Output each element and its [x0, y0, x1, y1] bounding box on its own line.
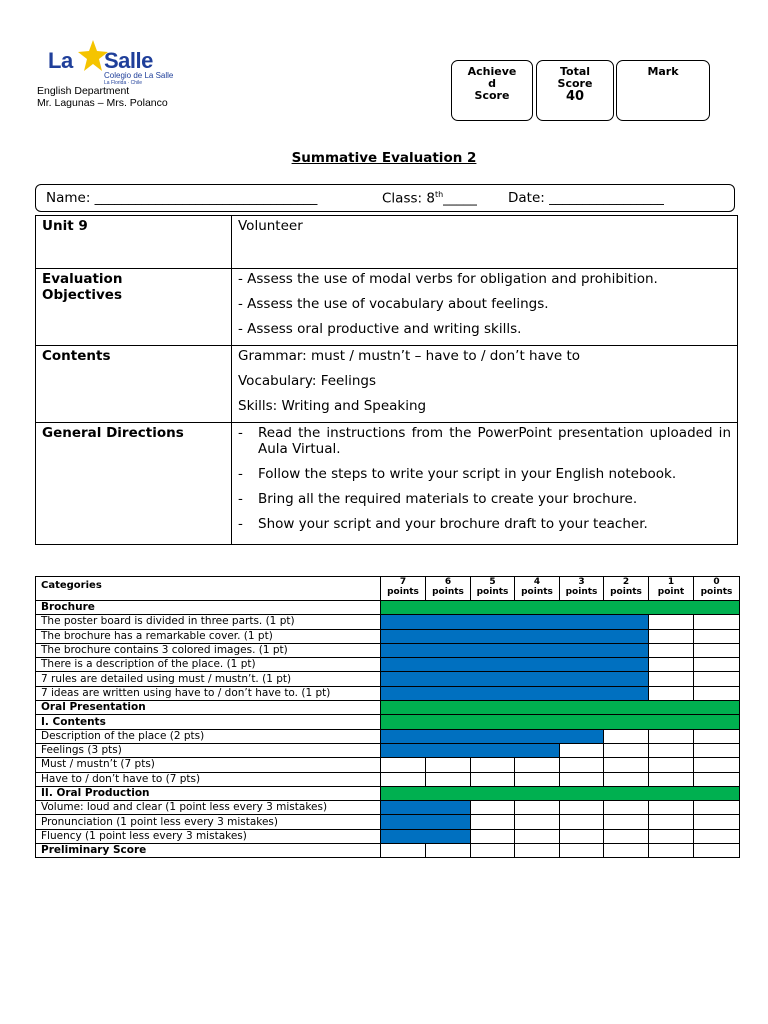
score-cell[interactable]: [694, 672, 740, 686]
score-cell[interactable]: [560, 829, 604, 843]
rubric-row: [36, 844, 740, 858]
total-score-box: [536, 60, 614, 121]
department-name: English Department: [37, 85, 130, 97]
rubric-category-label: 7 rules are detailed using must / mustn’t. (1 pt): [36, 672, 381, 686]
score-cell[interactable]: [694, 829, 740, 843]
rubric-row: [36, 643, 740, 657]
score-cell[interactable]: [471, 829, 515, 843]
objectives-label-2: Objectives: [42, 287, 122, 303]
rubric-category-label: The poster board is divided in three parts. (1 pt): [36, 615, 381, 629]
score-cell[interactable]: [515, 758, 560, 772]
score-cell[interactable]: [649, 844, 694, 858]
rubric-category-label: The brochure contains 3 colored images. (1 pt): [36, 643, 381, 657]
score-cell[interactable]: [471, 844, 515, 858]
rubric-row: [36, 715, 740, 729]
score-cell[interactable]: [694, 772, 740, 786]
score-cell[interactable]: [381, 758, 426, 772]
rubric-row: [36, 743, 740, 757]
mark-box: [616, 60, 710, 121]
score-cell[interactable]: [515, 772, 560, 786]
points-header-2: 2 points: [604, 577, 649, 601]
points-header-1: 1 point: [649, 577, 694, 601]
logo-city: La Florida · Chile: [104, 80, 143, 86]
score-cell[interactable]: [604, 758, 649, 772]
blocked-score-cells: [381, 643, 649, 657]
rubric-category-label: The brochure has a remarkable cover. (1 pt): [36, 629, 381, 643]
blocked-score-cells: [381, 672, 649, 686]
direction-item: - Follow the steps to write your script in your English notebook.: [238, 466, 677, 482]
section-fill-bar: [381, 786, 740, 800]
blocked-score-cells: [381, 829, 471, 843]
score-cell[interactable]: [694, 815, 740, 829]
class-sup: th: [434, 190, 444, 199]
rubric-row: [36, 686, 740, 700]
score-cell[interactable]: [515, 801, 560, 815]
content-item: Vocabulary: Feelings: [238, 373, 376, 389]
score-cell[interactable]: [649, 829, 694, 843]
achieved-score-box: [451, 60, 533, 121]
section-fill-bar: [381, 701, 740, 715]
score-cell[interactable]: [604, 801, 649, 815]
direction-item: - Bring all the required materials to create your brochure.: [238, 491, 638, 507]
rubric-category-label: Volume: loud and clear (1 point less every 3 mistakes): [36, 801, 381, 815]
score-cell[interactable]: [694, 629, 740, 643]
score-cell[interactable]: [560, 801, 604, 815]
objective-item: - Assess oral productive and writing skills.: [238, 321, 522, 337]
teacher-names: Mr. Lagunas – Mrs. Polanco: [37, 97, 168, 109]
rubric-row: [36, 601, 740, 615]
objectives-list: [232, 269, 738, 346]
rubric-category-label: I. Contents: [36, 715, 381, 729]
objective-item: - Assess the use of modal verbs for obligation and prohibition.: [238, 271, 658, 287]
score-cell[interactable]: [471, 815, 515, 829]
score-cell[interactable]: [649, 643, 694, 657]
score-cell[interactable]: [560, 743, 604, 757]
score-cell[interactable]: [515, 844, 560, 858]
direction-item: - Read the instructions from the PowerPoint presentation uploaded in Aula Virtual.: [238, 425, 731, 457]
score-cell[interactable]: [471, 772, 515, 786]
score-cell[interactable]: [649, 772, 694, 786]
points-header-0: 0 points: [694, 577, 740, 601]
achieved-label-3: Score: [474, 89, 510, 102]
logo-subtitle: Colegio de La Salle: [104, 71, 174, 80]
unit-value: Volunteer: [232, 216, 738, 269]
score-cell[interactable]: [560, 772, 604, 786]
blocked-score-cells: [381, 801, 471, 815]
rubric-header-row: [36, 577, 740, 601]
score-cell[interactable]: [694, 743, 740, 757]
name-field[interactable]: Name: _________________________________: [46, 190, 318, 206]
points-header-7: 7 points: [381, 577, 426, 601]
score-cell[interactable]: [649, 801, 694, 815]
score-cell[interactable]: [649, 672, 694, 686]
score-cell[interactable]: [426, 772, 471, 786]
score-cell[interactable]: [560, 758, 604, 772]
rubric-category-label: Description of the place (2 pts): [36, 729, 381, 743]
score-cell[interactable]: [426, 758, 471, 772]
score-cell[interactable]: [604, 743, 649, 757]
mark-label: Mark: [647, 65, 679, 78]
logo-salle: Salle: [104, 48, 153, 73]
class-field[interactable]: [382, 190, 477, 207]
score-cell[interactable]: [515, 829, 560, 843]
department-block: [37, 85, 168, 109]
score-cell[interactable]: [694, 658, 740, 672]
score-cell[interactable]: [649, 686, 694, 700]
total-label-1: Total: [559, 65, 591, 78]
rubric-row: [36, 729, 740, 743]
rubric-table: [35, 576, 740, 858]
la-salle-logo: [48, 40, 188, 88]
rubric-category-label: Fluency (1 point less every 3 mistakes): [36, 829, 381, 843]
directions-list: [232, 423, 738, 545]
content-item: Skills: Writing and Speaking: [238, 398, 427, 414]
score-cell[interactable]: [604, 844, 649, 858]
points-header-6: 6 points: [426, 577, 471, 601]
name-class-date-box: [35, 184, 735, 212]
score-cell[interactable]: [694, 801, 740, 815]
rubric-row: [36, 615, 740, 629]
score-cell[interactable]: [471, 758, 515, 772]
score-cell[interactable]: [649, 743, 694, 757]
score-cell[interactable]: [649, 629, 694, 643]
rubric-category-label: Preliminary Score: [36, 844, 381, 858]
directions-label: General Directions: [36, 423, 232, 545]
achieved-label-1: Achieve: [467, 65, 517, 78]
evaluation-info-table: [35, 215, 738, 545]
points-header-3: 3 points: [560, 577, 604, 601]
score-cell[interactable]: [649, 729, 694, 743]
categories-header: Categories: [36, 577, 381, 601]
rubric-category-label: Must / mustn’t (7 pts): [36, 758, 381, 772]
section-fill-bar: [381, 715, 740, 729]
blocked-score-cells: [381, 743, 560, 757]
score-cell[interactable]: [515, 815, 560, 829]
achieved-label-2: d: [488, 77, 496, 90]
rubric-row: [36, 658, 740, 672]
score-cell[interactable]: [560, 844, 604, 858]
score-cell[interactable]: [649, 658, 694, 672]
blocked-score-cells: [381, 629, 649, 643]
rubric-row: [36, 672, 740, 686]
blocked-score-cells: [381, 658, 649, 672]
page-title: Summative Evaluation 2: [291, 150, 477, 166]
score-cell[interactable]: [649, 615, 694, 629]
rubric-category-label: II. Oral Production: [36, 786, 381, 800]
logo-la: La: [48, 48, 73, 73]
points-header-5: 5 points: [471, 577, 515, 601]
direction-item: - Show your script and your brochure draft to your teacher.: [238, 516, 648, 532]
class-blank: _____: [443, 190, 477, 207]
rubric-row: [36, 815, 740, 829]
score-cell[interactable]: [381, 844, 426, 858]
contents-list: [232, 346, 738, 423]
rubric-category-label: Brochure: [36, 601, 381, 615]
rubric-row: [36, 701, 740, 715]
score-cell[interactable]: [471, 801, 515, 815]
blocked-score-cells: [381, 686, 649, 700]
score-cell[interactable]: [604, 729, 649, 743]
date-field[interactable]: Date: _________________: [508, 190, 664, 206]
rubric-row: [36, 629, 740, 643]
objective-item: - Assess the use of vocabulary about feelings.: [238, 296, 549, 312]
score-cell[interactable]: [604, 772, 649, 786]
score-cell[interactable]: [649, 758, 694, 772]
score-cell[interactable]: [604, 829, 649, 843]
unit-label: Unit 9: [36, 216, 232, 269]
score-cell[interactable]: [694, 686, 740, 700]
score-cell[interactable]: [694, 758, 740, 772]
blocked-score-cells: [381, 815, 471, 829]
rubric-category-label: Have to / don’t have to (7 pts): [36, 772, 381, 786]
blocked-score-cells: [381, 729, 604, 743]
score-cell[interactable]: [694, 729, 740, 743]
blocked-score-cells: [381, 615, 649, 629]
rubric-row: [36, 786, 740, 800]
score-cell[interactable]: [560, 815, 604, 829]
rubric-category-label: Pronunciation (1 point less every 3 mistakes): [36, 815, 381, 829]
rubric-category-label: 7 ideas are written using have to / don’t have to. (1 pt): [36, 686, 381, 700]
score-cell[interactable]: [694, 615, 740, 629]
rubric-category-label: There is a description of the place. (1 pt): [36, 658, 381, 672]
score-cell[interactable]: [694, 643, 740, 657]
rubric-row: [36, 829, 740, 843]
rubric-category-label: Oral Presentation: [36, 701, 381, 715]
objectives-label-1: Evaluation: [42, 271, 123, 287]
section-fill-bar: [381, 601, 740, 615]
content-item: Grammar: must / mustn’t – have to / don’t have to: [238, 348, 581, 364]
rubric-row: [36, 758, 740, 772]
objectives-label: [36, 269, 232, 346]
points-header-4: 4 points: [515, 577, 560, 601]
total-score-value: 40: [565, 89, 585, 104]
score-cell[interactable]: [649, 815, 694, 829]
total-label-2: Score: [557, 77, 593, 90]
score-cell[interactable]: [604, 815, 649, 829]
rubric-row: [36, 772, 740, 786]
rubric-category-label: Feelings (3 pts): [36, 743, 381, 757]
contents-label: Contents: [36, 346, 232, 423]
score-cell[interactable]: [381, 772, 426, 786]
class-label: Class: 8: [382, 190, 435, 207]
score-cell[interactable]: [694, 844, 740, 858]
rubric-row: [36, 801, 740, 815]
score-cell[interactable]: [426, 844, 471, 858]
